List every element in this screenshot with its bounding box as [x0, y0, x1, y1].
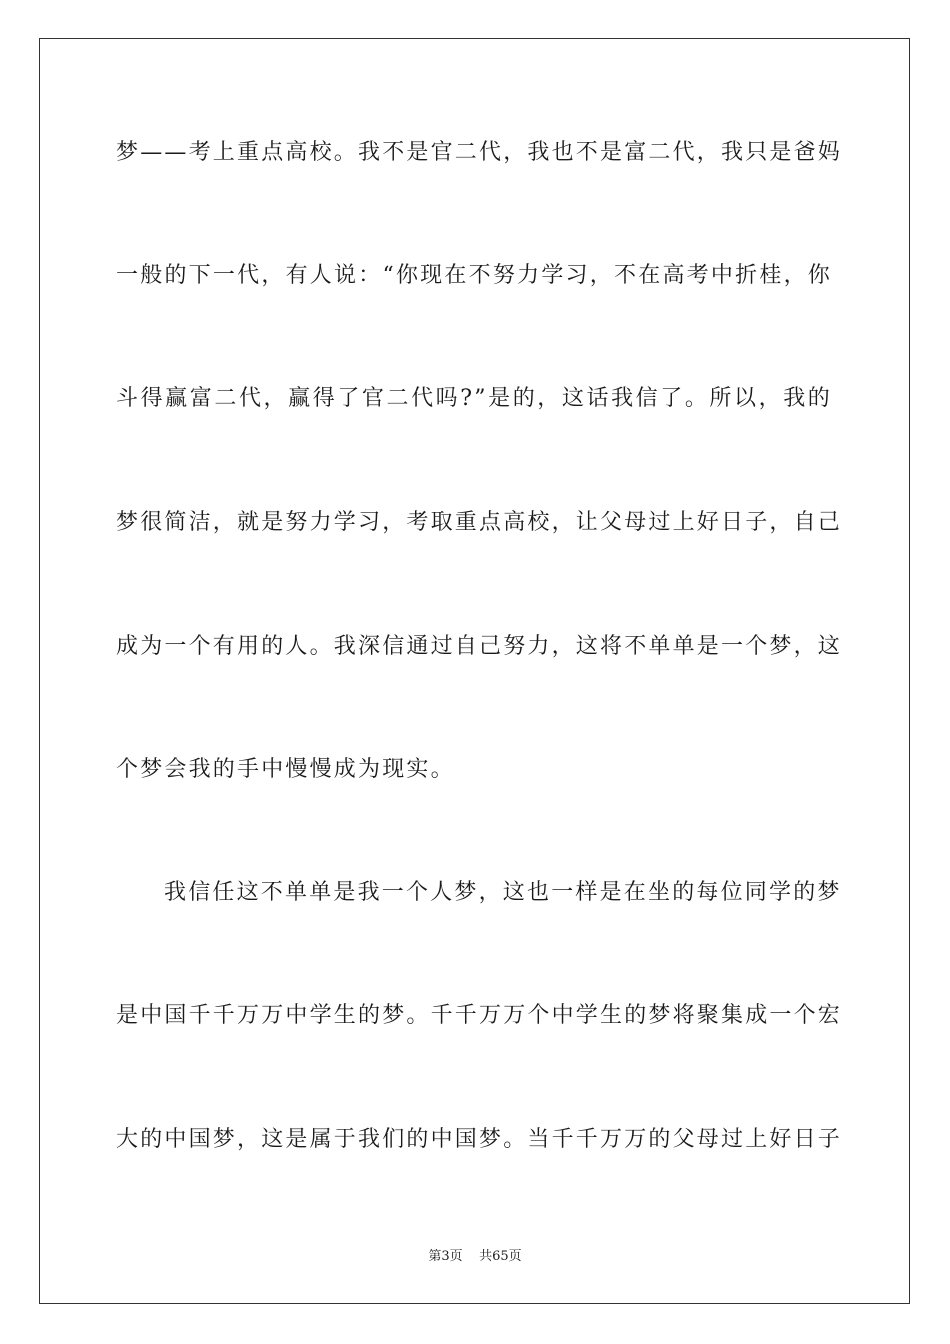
- page-total: 共65页: [479, 1249, 522, 1264]
- page-border: [39, 38, 910, 1304]
- body-line-2: 一般的下一代，有人说：“你现在不努力学习，不在高考中折桂，你: [116, 263, 832, 288]
- body-line-3: 斗得赢富二代，赢得了官二代吗?”是的，这话我信了。所以，我的: [116, 386, 832, 411]
- page-number: 第3页: [428, 1249, 463, 1264]
- body-line-6: 个梦会我的手中慢慢成为现实。: [116, 757, 455, 782]
- body-line-5: 成为一个有用的人。我深信通过自己努力，这将不单单是一个梦，这: [116, 634, 843, 659]
- page-footer: [0, 1248, 950, 1266]
- body-line-8: 是中国千千万万中学生的梦。千千万万个中学生的梦将聚集成一个宏: [116, 1003, 843, 1028]
- paragraph-2-first-line: 我信任这不单单是我一个人梦，这也一样是在坐的每位同学的梦: [164, 880, 842, 905]
- body-line-1: 梦——考上重点高校。我不是官二代，我也不是富二代，我只是爸妈: [116, 140, 843, 165]
- body-line-9: 大的中国梦，这是属于我们的中国梦。当千千万万的父母过上好日子: [116, 1127, 843, 1152]
- body-line-4: 梦很简洁，就是努力学习，考取重点高校，让父母过上好日子，自己: [116, 510, 843, 535]
